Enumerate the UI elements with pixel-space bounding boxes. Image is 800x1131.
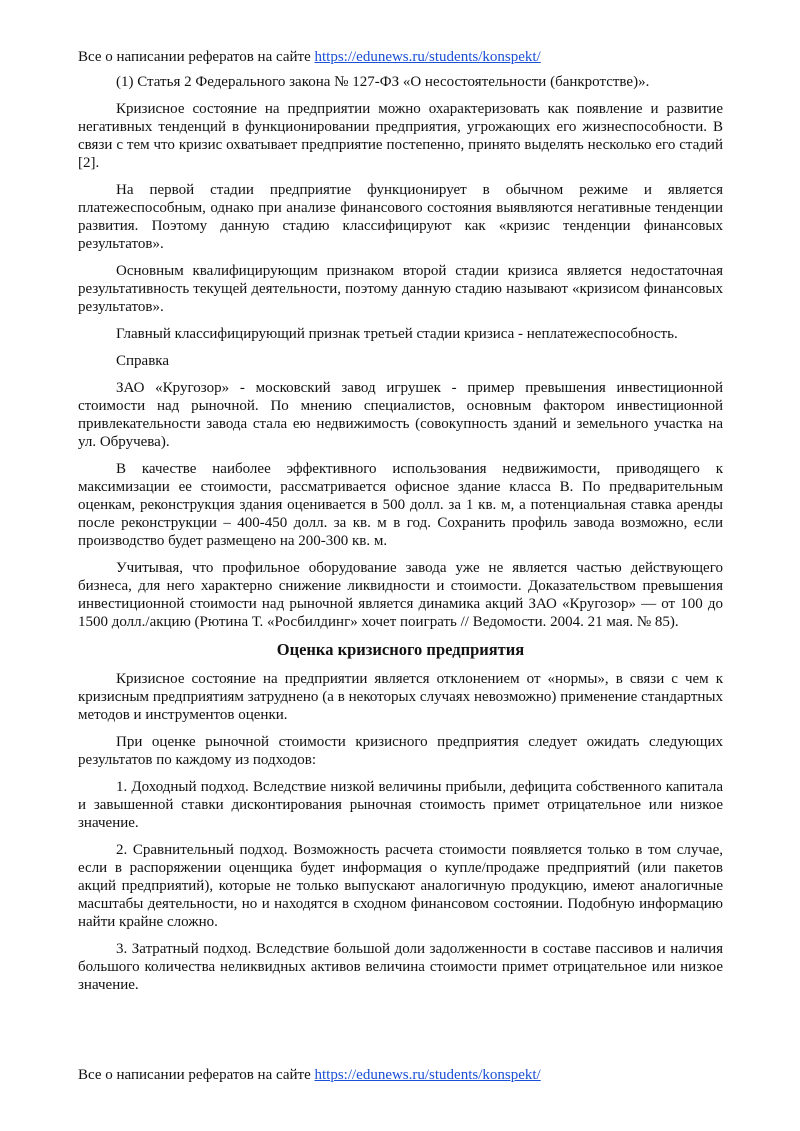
paragraph-footnote: (1) Статья 2 Федерального закона № 127-ФЗ «О несостоятельности (банкротстве)».: [116, 74, 650, 90]
paragraph-income-approach: 1. Доходный подход. Вследствие низкой величины прибыли, дефицита собственного капитала и завышенной ставки дисконтирования рыночная стоимость примет отрицательное или низкое значение.: [78, 779, 723, 831]
header-link[interactable]: https://edunews.ru/students/konspekt/: [314, 49, 541, 65]
paragraph-second-stage: Основным квалифицирующим признаком второй стадии кризиса является недостаточная результативность текущей деятельности, поэтому данную стадию называют «кризисом финансовых результатов».: [78, 263, 723, 315]
paragraph-office-building: В качестве наиболее эффективного использования недвижимости, приводящего к максимизации ее стоимости, рассматривается офисное здание класса В. По предварительным оценкам, реконструкция здания оценивается в 500 долл. за 1 кв. м, а потенциальная ставка аренды после реконструкции – 400-450 долл. за кв. м в год. Сохранить профиль завода возможно, если производство будет размещено на 200-300 кв. м.: [78, 461, 723, 549]
paragraph-third-stage: Главный классифицирующий признак третьей стадии кризиса - неплатежеспособность.: [116, 326, 678, 342]
paragraph-crisis-norm: Кризисное состояние на предприятии является отклонением от «нормы», в связи с чем к кризисным предприятиям затруднено (а в некоторых случаях невозможно) применение стандартных методов и инструментов оценки.: [78, 671, 723, 723]
footer-text: Все о написании рефератов на сайте: [78, 1067, 315, 1083]
paragraph-equipment: Учитывая, что профильное оборудование завода уже не является частью действующего бизнеса, для него характерно снижение ликвидности и стоимости. Доказательством превышения инвестиционной стоимости над рыночной является динамика акций ЗАО «Кругозор» — от 100 до 1500 долл./акцию (Рютина Т. «Росбилдинг» хочет поиграть // Ведомости. 2004. 21 мая. № 85).: [78, 560, 723, 630]
paragraph-comparative-approach: 2. Сравнительный подход. Возможность расчета стоимости появляется только в том случае, если в распоряжении оценщика будет информация о купле/продаже предприятий (или пакетов акций предприятий), которые не только выпускают аналогичную продукцию, имеют аналогичные масштабы деятельности, но и находятся в сходном финансовом состоянии. Подобную информацию найти крайне сложно.: [78, 842, 723, 930]
document-body: [78, 73, 723, 1003]
footer-link[interactable]: https://edunews.ru/students/konspekt/: [314, 1067, 541, 1083]
paragraph-crisis-definition: Кризисное состояние на предприятии можно охарактеризовать как появление и развитие негативных тенденций в функционировании предприятия, угрожающих его жизнеспособности. В связи с тем что кризис охватывает предприятие постепенно, принято выделять несколько его стадий [2].: [78, 101, 723, 171]
header-text: Все о написании рефератов на сайте: [78, 49, 315, 65]
paragraph-cost-approach: 3. Затратный подход. Вследствие большой доли задолженности в составе пассивов и наличия большого количества неликвидных активов величина стоимости примет отрицательное или низкое значение.: [78, 941, 723, 993]
page-header: [78, 48, 541, 66]
page-footer: [78, 1066, 541, 1084]
paragraph-expected-results: При оценке рыночной стоимости кризисного предприятия следует ожидать следующих результатов по каждому из подходов:: [78, 734, 723, 768]
paragraph-reference-label: Справка: [116, 353, 169, 369]
paragraph-first-stage: На первой стадии предприятие функционирует в обычном режиме и является платежеспособным, однако при анализе финансового состояния выявляются негативные тенденции развития. Поэтому данную стадию классифицируют как «кризис тенденции финансовых результатов».: [78, 182, 723, 252]
paragraph-krugozor: ЗАО «Кругозор» - московский завод игрушек - пример превышения инвестиционной стоимости над рыночной. По мнению специалистов, основным фактором инвестиционной привлекательности завода стала ею недвижимость (совокупность зданий и земельного участка на ул. Обручева).: [78, 380, 723, 450]
section-title: Оценка кризисного предприятия: [276, 640, 525, 659]
